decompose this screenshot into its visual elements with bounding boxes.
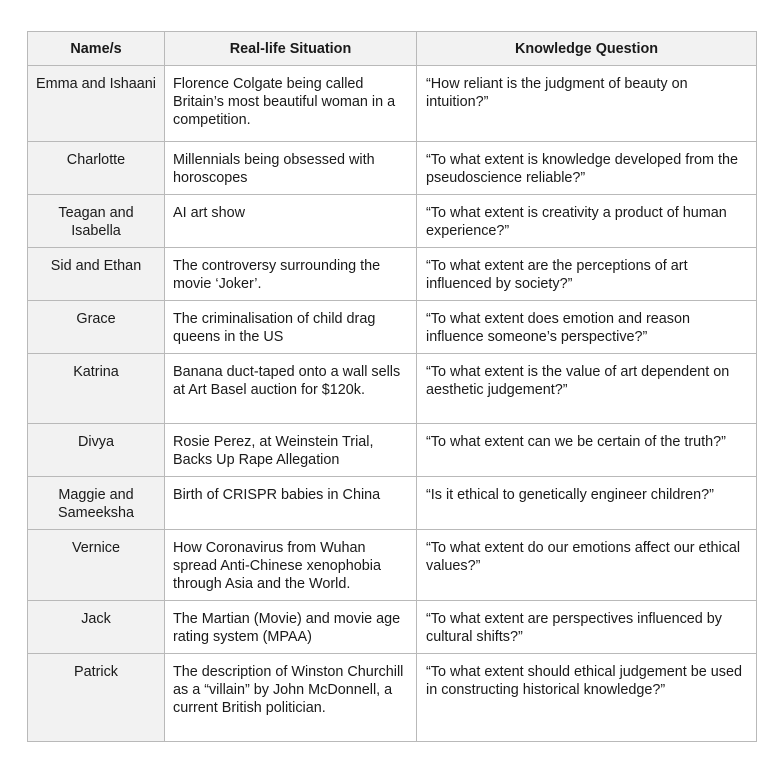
names-cell: Jack xyxy=(28,601,165,654)
question-cell: “To what extent does emotion and reason influence someone’s perspective?” xyxy=(417,301,757,354)
situation-cell: How Coronavirus from Wuhan spread Anti-Chinese xenophobia through Asia and the World. xyxy=(165,530,417,601)
table-row xyxy=(28,142,757,195)
names-cell: Divya xyxy=(28,424,165,477)
table-row xyxy=(28,424,757,477)
question-cell: “To what extent should ethical judgement be used in constructing historical knowledge?” xyxy=(417,654,757,742)
question-cell: “To what extent can we be certain of the truth?” xyxy=(417,424,757,477)
table-row xyxy=(28,354,757,424)
table-row xyxy=(28,248,757,301)
situation-cell: The description of Winston Churchill as a “villain” by John McDonnell, a current British politician. xyxy=(165,654,417,742)
column-header-situation: Real-life Situation xyxy=(165,32,417,66)
names-cell: Patrick xyxy=(28,654,165,742)
names-cell: Teagan and Isabella xyxy=(28,195,165,248)
situation-cell: Banana duct-taped onto a wall sells at Art Basel auction for $120k. xyxy=(165,354,417,424)
names-cell: Katrina xyxy=(28,354,165,424)
table-row xyxy=(28,530,757,601)
table-row xyxy=(28,601,757,654)
situation-cell: The controversy surrounding the movie ‘Joker’. xyxy=(165,248,417,301)
question-cell: “To what extent are perspectives influenced by cultural shifts?” xyxy=(417,601,757,654)
situation-cell: The Martian (Movie) and movie age rating system (MPAA) xyxy=(165,601,417,654)
table-header-row xyxy=(28,32,757,66)
question-cell: “How reliant is the judgment of beauty on intuition?” xyxy=(417,66,757,142)
question-cell: “To what extent are the perceptions of art influenced by society?” xyxy=(417,248,757,301)
column-header-names: Name/s xyxy=(28,32,165,66)
names-cell: Charlotte xyxy=(28,142,165,195)
question-cell: “To what extent is the value of art dependent on aesthetic judgement?” xyxy=(417,354,757,424)
question-cell: “To what extent is knowledge developed from the pseudoscience reliable?” xyxy=(417,142,757,195)
table-row xyxy=(28,195,757,248)
names-cell: Grace xyxy=(28,301,165,354)
table-row xyxy=(28,654,757,742)
question-cell: “Is it ethical to genetically engineer children?” xyxy=(417,477,757,530)
situation-cell: Birth of CRISPR babies in China xyxy=(165,477,417,530)
situation-cell: Florence Colgate being called Britain’s most beautiful woman in a competition. xyxy=(165,66,417,142)
names-cell: Vernice xyxy=(28,530,165,601)
situation-cell: The criminalisation of child drag queens in the US xyxy=(165,301,417,354)
knowledge-questions-table xyxy=(27,31,757,742)
names-cell: Sid and Ethan xyxy=(28,248,165,301)
table-row xyxy=(28,301,757,354)
situation-cell: AI art show xyxy=(165,195,417,248)
table-row xyxy=(28,477,757,530)
column-header-question: Knowledge Question xyxy=(417,32,757,66)
question-cell: “To what extent do our emotions affect our ethical values?” xyxy=(417,530,757,601)
situation-cell: Millennials being obsessed with horoscopes xyxy=(165,142,417,195)
names-cell: Maggie and Sameeksha xyxy=(28,477,165,530)
question-cell: “To what extent is creativity a product of human experience?” xyxy=(417,195,757,248)
names-cell: Emma and Ishaani xyxy=(28,66,165,142)
table-row xyxy=(28,66,757,142)
situation-cell: Rosie Perez, at Weinstein Trial, Backs Up Rape Allegation xyxy=(165,424,417,477)
